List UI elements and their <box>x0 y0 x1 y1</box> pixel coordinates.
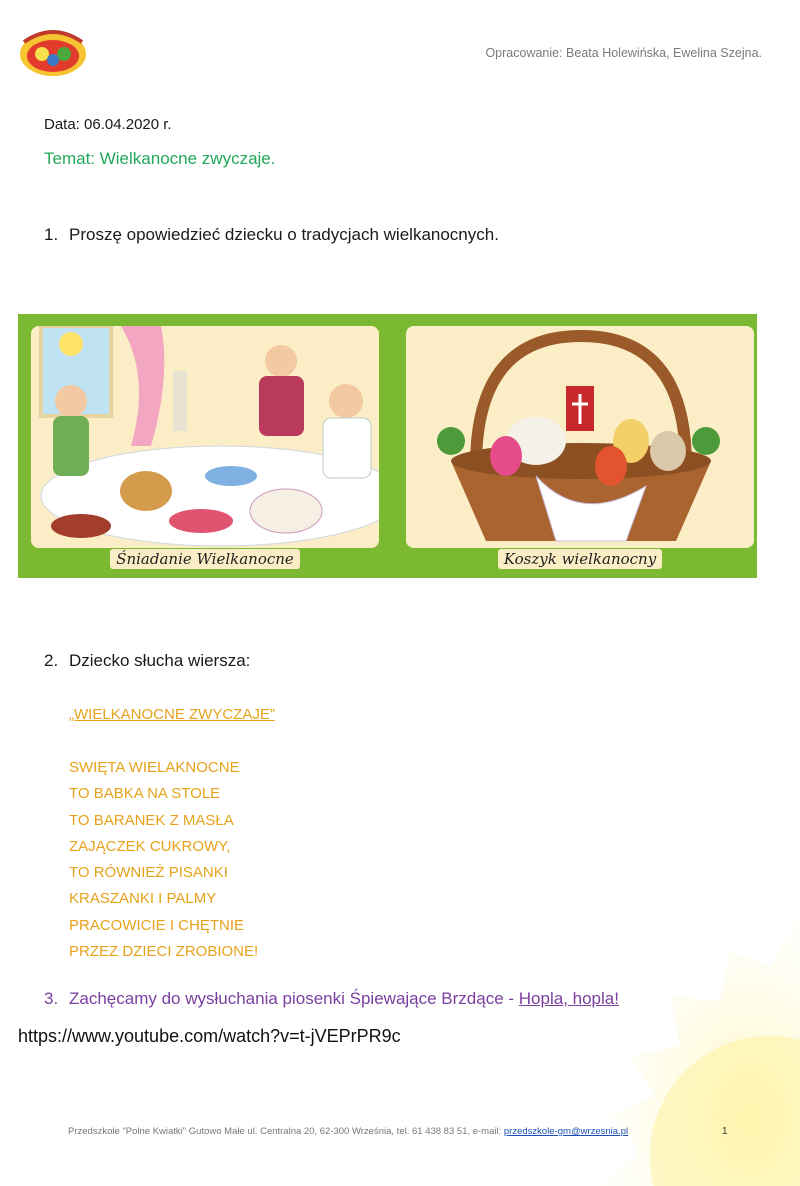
song-link[interactable]: Hopla, hopla! <box>518 989 619 1008</box>
poem-line: ZAJĄCZEK CUKROWY, <box>69 837 231 855</box>
preschool-logo <box>18 26 88 78</box>
easter-basket-picture <box>406 326 754 548</box>
item-text: Dziecko słucha wiersza: <box>69 651 251 670</box>
poem-line: TO BABKA NA STOLE <box>69 785 221 803</box>
footer-address: Przedszkole "Polne Kwiatki" Gutowo Małe ul. Centralna 20, 62-300 Września, tel. 61 438 83 51, e-mail: <box>68 1126 504 1137</box>
item-number: 1. <box>44 225 59 244</box>
caption-easter-breakfast <box>31 550 379 574</box>
footer <box>68 1126 628 1137</box>
poem-line: TO RÓWNIEŻ PISANKI <box>69 864 228 882</box>
poem-body <box>69 755 258 965</box>
youtube-link[interactable]: https://www.youtube.com/watch?v=t-jVEPrPR9c <box>18 1026 401 1046</box>
instruction-2 <box>44 651 250 671</box>
instruction-3 <box>44 989 619 1009</box>
item-number: 2. <box>44 651 59 670</box>
caption-text: Koszyk wielkanocny <box>498 549 662 569</box>
poem-line: PRACOWICIE I CHĘTNIE <box>69 916 245 934</box>
instruction-1 <box>44 225 499 245</box>
poem-line: KRASZANKI I PALMY <box>69 890 217 908</box>
footer-email-link[interactable]: przedszkole-gm@wrzesnia.pl <box>503 1126 629 1137</box>
lesson-topic: Temat: Wielkanocne zwyczaje. <box>44 149 276 168</box>
lesson-date: Data: 06.04.2020 r. <box>44 116 172 133</box>
poem-line: SWIĘTA WIELAKNOCNE <box>69 759 240 776</box>
easter-breakfast-picture <box>31 326 379 548</box>
caption-text: Śniadanie Wielkanocne <box>110 549 300 569</box>
item-text: Zachęcamy do wysłuchania piosenki Śpiewające Brzdące - <box>69 989 519 1008</box>
caption-easter-basket <box>406 550 754 574</box>
poem-title: „WIELKANOCNE ZWYCZAJE” <box>69 706 275 723</box>
item-text: Proszę opowiedzieć dziecku o tradycjach wielkanocnych. <box>69 225 499 244</box>
page-number: 1 <box>722 1126 728 1137</box>
poem-line: TO BARANEK Z MASŁA <box>69 811 234 829</box>
header-credit: Opracowanie: Beata Holewińska, Ewelina Szejna. <box>485 46 762 60</box>
poem-line: PRZEZ DZIECI ZROBIONE! <box>69 943 259 961</box>
easter-illustration <box>18 314 757 578</box>
item-number: 3. <box>44 989 59 1008</box>
